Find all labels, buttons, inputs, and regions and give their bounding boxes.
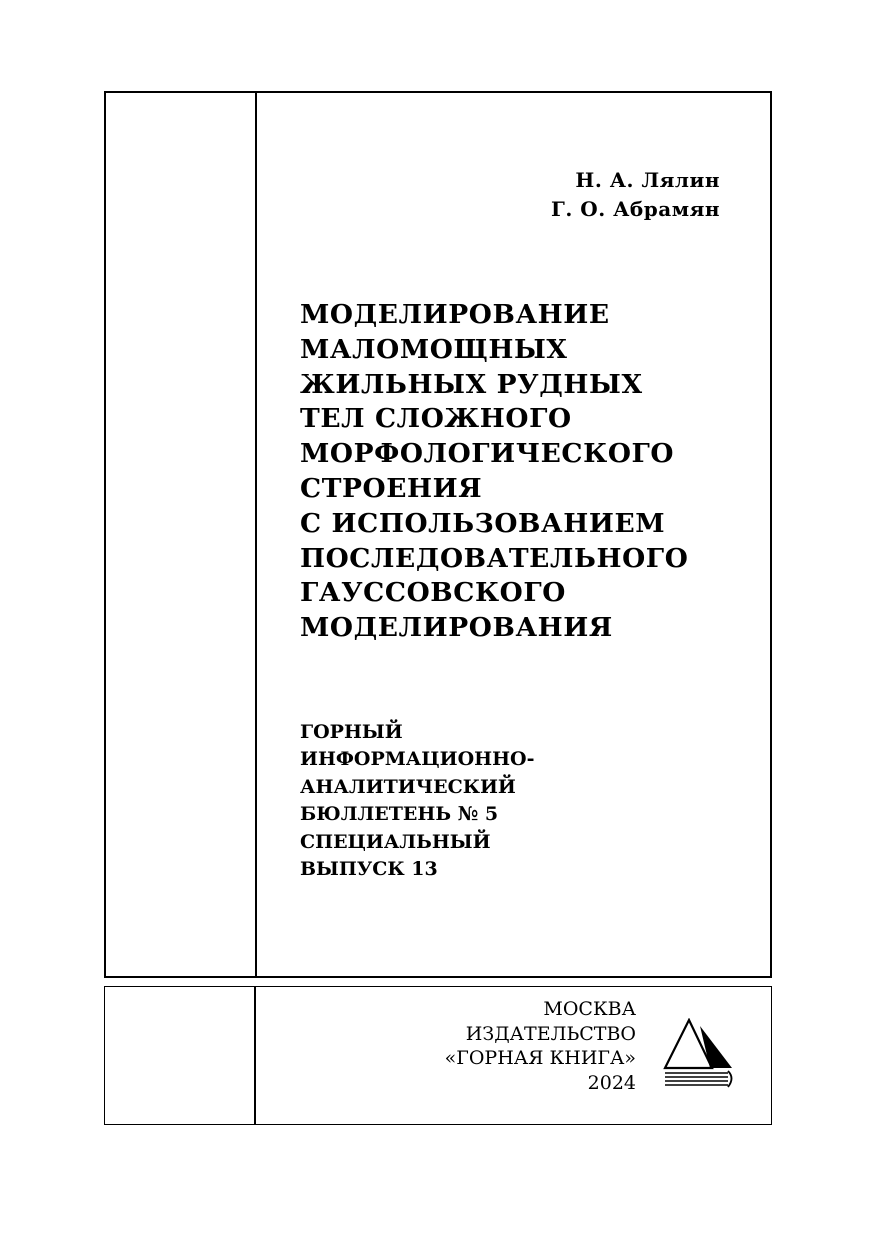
title-line: СТРОЕНИЯ: [300, 472, 483, 504]
authors-block: [400, 166, 720, 224]
left-margin-divider: [255, 93, 257, 976]
imprint-margin-divider: [254, 987, 256, 1124]
title-line: ЖИЛЬНЫХ РУДНЫХ: [300, 368, 643, 400]
book-title: [300, 298, 720, 646]
publisher-label: ИЗДАТЕЛЬСТВО: [465, 1022, 636, 1045]
title-line: МОДЕЛИРОВАНИЕ: [300, 299, 610, 330]
series-line: ГОРНЫЙ: [300, 721, 403, 743]
publisher-city: МОСКВА: [543, 998, 636, 1020]
author-name: Н. А. Лялин: [575, 168, 720, 192]
title-line: ГАУССОВСКОГО: [300, 577, 566, 609]
series-line: БЮЛЛЕТЕНЬ № 5: [300, 803, 499, 826]
title-line: С ИСПОЛЬЗОВАНИЕМ: [300, 507, 666, 539]
publisher-imprint: [400, 997, 636, 1096]
title-line: ПОСЛЕДОВАТЕЛЬНОГО: [300, 542, 689, 574]
title-line: МАЛОМОЩНЫХ: [300, 333, 568, 365]
publisher-logo-icon: [662, 1018, 736, 1090]
title-line: МОДЕЛИРОВАНИЯ: [300, 612, 613, 644]
series-info: [300, 719, 600, 883]
series-line: ВЫПУСК 13: [300, 858, 438, 881]
series-line: ИНФОРМАЦИОННО-: [300, 748, 535, 771]
title-line: ТЕЛ СЛОЖНОГО: [300, 403, 572, 435]
author-name: Г. О. Абрамян: [551, 197, 720, 221]
publisher-name: «ГОРНАЯ КНИГА»: [444, 1047, 636, 1070]
title-line: МОРФОЛОГИЧЕСКОГО: [300, 438, 675, 470]
publication-year: 2024: [587, 1072, 636, 1095]
series-line: АНАЛИТИЧЕСКИЙ: [300, 775, 516, 798]
series-line: СПЕЦИАЛЬНЫЙ: [300, 830, 491, 853]
